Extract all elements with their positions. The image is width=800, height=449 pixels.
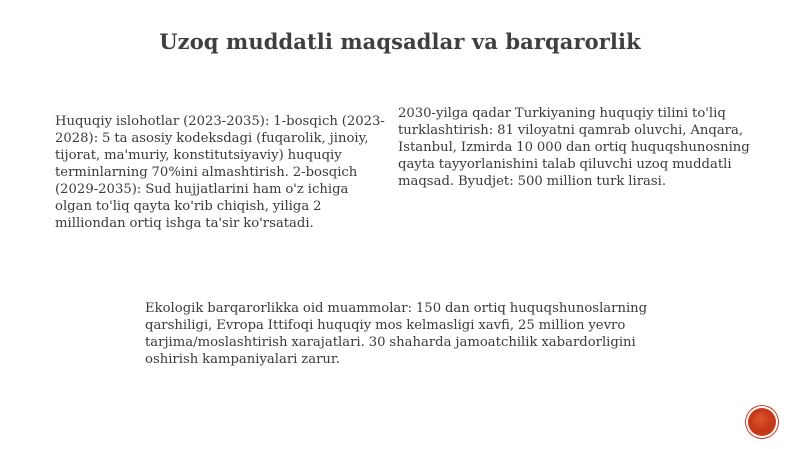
- bottom-text-block: Ekologik barqarorlikka oid muammolar: 150 dan ortiq huquqshunoslarning qarshiligi, Evropa Ittifoqi huquqiy mos kelmasligi xavfi, 25 million yevro tarjima/moslashtirish xarajatlari. 30 shaharda jamoatchilik xabardorligini oshirish kampaniyalari zarur.: [145, 301, 648, 367]
- circle-button-inner: [752, 412, 772, 432]
- right-text-block: 2030-yilga qadar Turkiyaning huquqiy tilini to'liq turklashtirish: 81 viloyatni qamrab oluvchi, Anqara, Istanbul, Izmirda 10 000 dan ortiq huquqshunosning qayta tayyorlanishini talab qiluvchi uzoq muddatli maqsad. Byudjet: 500 million turk lirasi.: [398, 106, 750, 189]
- circle-button-icon[interactable]: [748, 408, 776, 436]
- slide-title: Uzoq muddatli maqsadlar va barqarorlik: [159, 29, 641, 54]
- left-text-block: Huquqiy islohotlar (2023-2035): 1-bosqich (2023-2028): 5 ta asosiy kodeksdagi (fuqarolik, jinoiy, tijorat, ma'muriy, konstitutsiyaviy) huquqiy terminlarning 70%ini almashtirish. 2-bosqich (2029-2035): Sud hujjatlarini ham o'z ichiga olgan to'liq qayta ko'rib chiqish, yiliga 2 milliondan ortiq ishga ta'sir ko'rsatadi.: [55, 114, 385, 231]
